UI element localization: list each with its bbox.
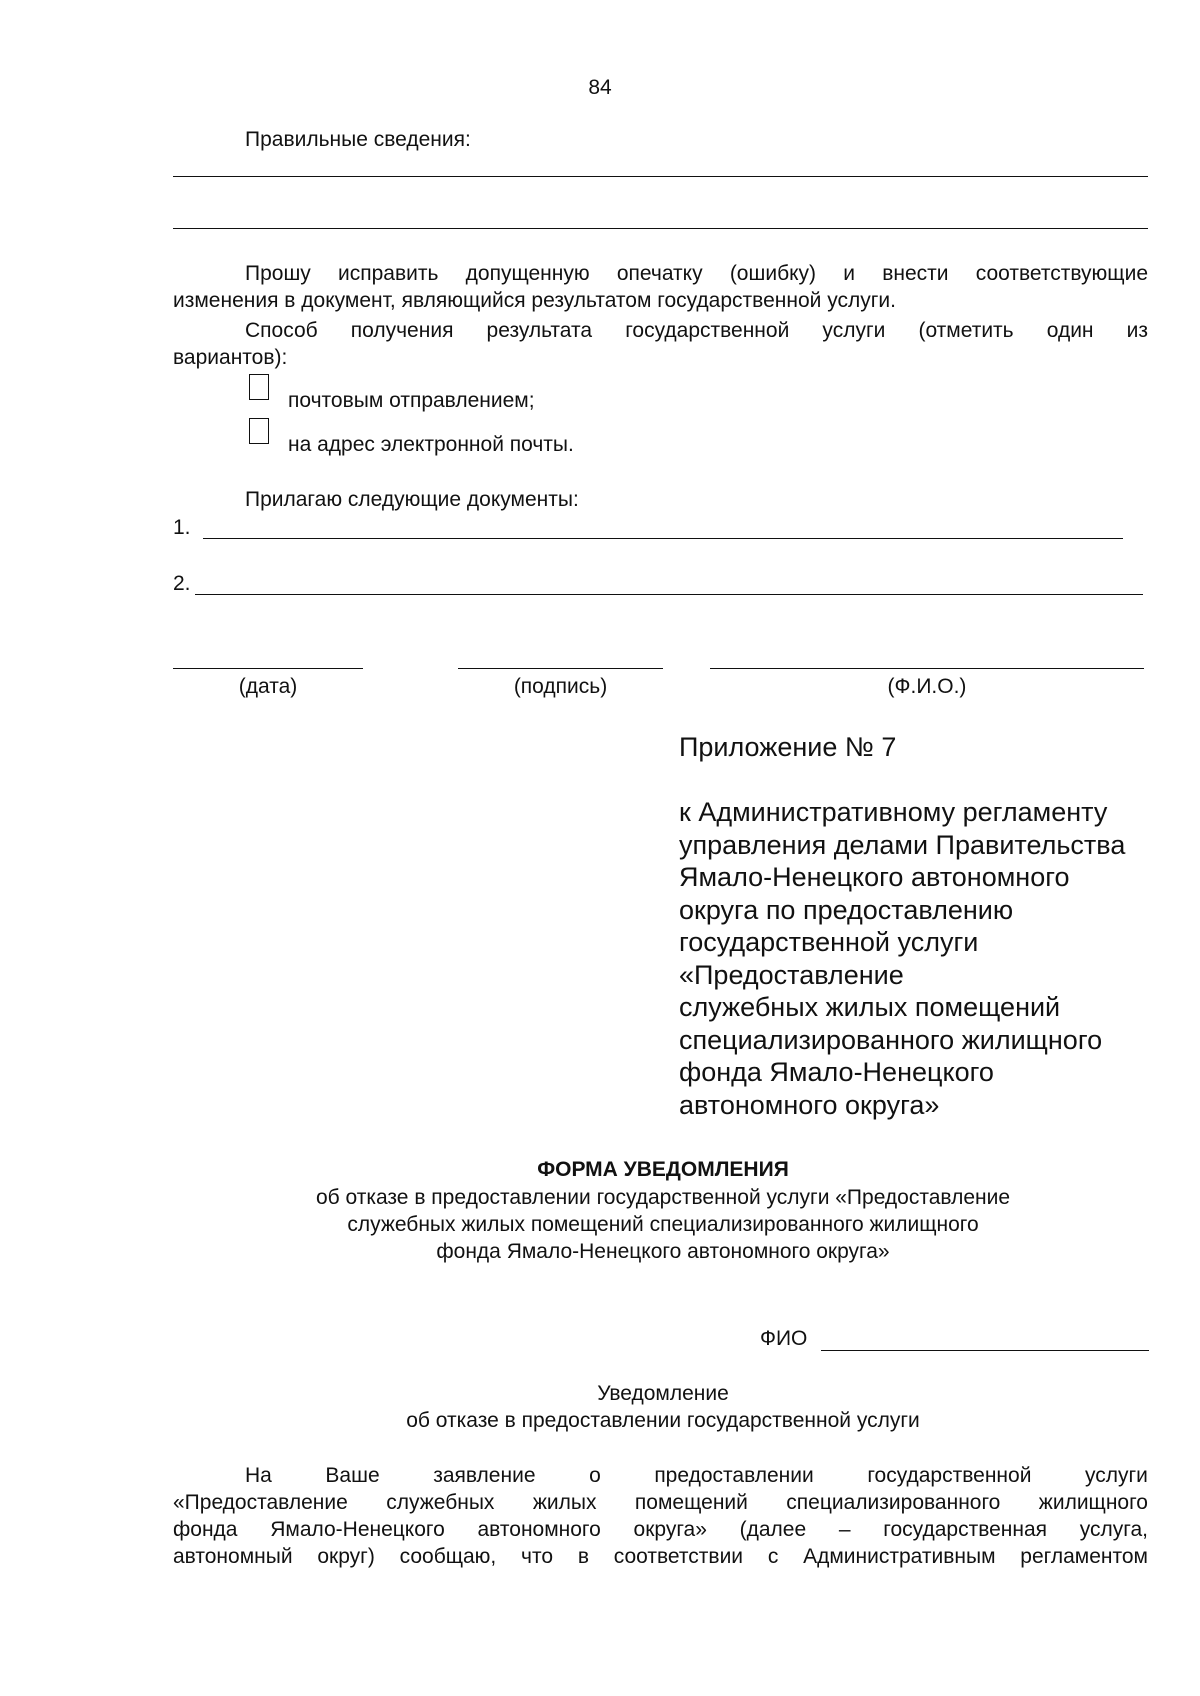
email-option-label: на адрес электронной почты. (288, 433, 574, 456)
appendix-line: округа по предоставлению (679, 894, 1014, 925)
appendix-reference (679, 796, 1125, 1121)
notice-title: Уведомление (597, 1382, 729, 1405)
body-paragraph-line-1 (245, 1462, 1148, 1490)
appendix-line: «Предоставление (679, 959, 904, 990)
body-word: На (245, 1464, 272, 1487)
appendix-line: фонда Ямало-Ненецкого (679, 1057, 994, 1087)
form-subtitle-line-2: служебных жилых помещений специализированного жилищного (347, 1213, 979, 1236)
signature-line (458, 668, 663, 669)
correct-info-line-2 (173, 228, 1148, 229)
fio-input-line[interactable] (821, 1350, 1149, 1351)
signature-caption: (подпись) (513, 675, 608, 698)
method-paragraph-line-1: Способ получения результата государственной услуги (отметить один из (245, 319, 1148, 342)
appendix-title: Приложение № 7 (679, 732, 897, 762)
page-number: 84 (588, 76, 612, 99)
attachment-item-2-line (195, 594, 1143, 595)
form-subtitle-line-1: об отказе в предоставлении государственной услуги «Предоставление (315, 1186, 1011, 1209)
body-word: предоставлении (654, 1464, 814, 1487)
body-paragraph-line-4: автономный округ) сообщаю, что в соответствии с Административным регламентом (173, 1545, 1148, 1568)
attachment-item-1-number: 1. (173, 516, 191, 539)
date-signature-line (173, 668, 363, 669)
postal-option-checkbox[interactable] (249, 374, 269, 400)
body-word: Ваше (325, 1464, 380, 1487)
appendix-line: к Административному регламенту (679, 797, 1108, 827)
notice-subtitle: об отказе в предоставлении государственной услуги (406, 1409, 920, 1432)
attachment-item-1-line (203, 538, 1123, 539)
request-paragraph-line-1: Прошу исправить допущенную опечатку (ошибку) и внести соответствующие (245, 262, 1148, 285)
request-paragraph-line-2: изменения в документ, являющийся результатом государственной услуги. (173, 289, 896, 312)
appendix-line: управления делами Правительства (679, 829, 1126, 860)
body-paragraph-line-3: фонда Ямало-Ненецкого автономного округа» (далее – государственная услуга, (173, 1518, 1148, 1541)
appendix-line: автономного округа» (679, 1089, 940, 1120)
body-word: о (589, 1464, 601, 1487)
form-subtitle-line-3: фонда Ямало-Ненецкого автономного округа» (436, 1240, 890, 1263)
appendix-line: Ямало-Ненецкого автономного (679, 862, 1070, 892)
body-word: заявление (433, 1464, 536, 1487)
body-word: государственной (867, 1464, 1032, 1487)
form-title: ФОРМА УВЕДОМЛЕНИЯ (537, 1158, 789, 1181)
appendix-line: государственной услуги (679, 927, 979, 957)
attachments-label: Прилагаю следующие документы: (245, 488, 579, 511)
fio-label: ФИО (760, 1327, 808, 1350)
method-paragraph-line-2: вариантов): (173, 346, 288, 369)
body-paragraph-line-2: «Предоставление служебных жилых помещений специализированного жилищного (173, 1491, 1148, 1514)
email-option-checkbox[interactable] (249, 418, 269, 444)
correct-info-label: Правильные сведения: (245, 128, 471, 151)
appendix-line: служебных жилых помещений (679, 992, 1061, 1022)
body-word: услуги (1085, 1464, 1148, 1487)
appendix-line: специализированного жилищного (679, 1024, 1103, 1055)
attachment-item-2-number: 2. (173, 572, 191, 595)
date-caption: (дата) (238, 675, 298, 698)
fio-caption: (Ф.И.О.) (887, 675, 967, 698)
postal-option-label: почтовым отправлением; (288, 389, 535, 412)
correct-info-line-1 (173, 176, 1148, 177)
fio-signature-line (710, 668, 1144, 669)
